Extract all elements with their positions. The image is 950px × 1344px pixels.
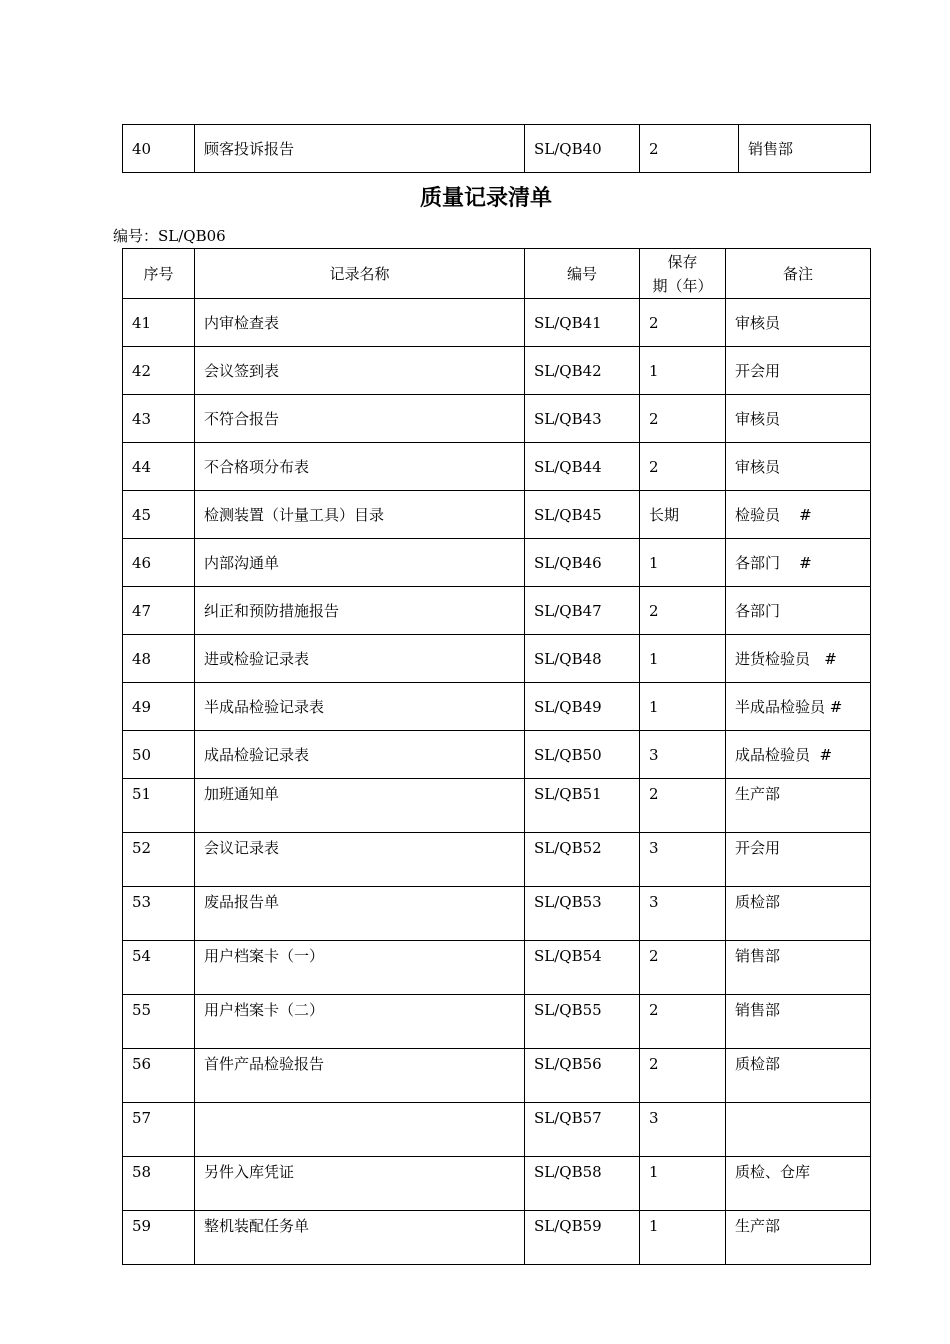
table-row — [123, 1103, 871, 1157]
remark: 质检、仓库 — [726, 1157, 871, 1211]
record-name: 用户档案卡（一） — [195, 941, 525, 995]
previous-page-table — [122, 124, 871, 173]
record-name: 整机装配任务单 — [195, 1211, 525, 1265]
row-number: 42 — [123, 347, 195, 395]
row-number: 56 — [123, 1049, 195, 1103]
document-code-label: 编号： — [113, 227, 159, 245]
record-name: 不符合报告 — [195, 395, 525, 443]
remark: 各部门 — [726, 587, 871, 635]
record-name: 内部沟通单 — [195, 539, 525, 587]
retention-period: 2 — [640, 395, 726, 443]
row-number: 44 — [123, 443, 195, 491]
record-name: 顾客投诉报告 — [195, 125, 525, 173]
row-number: 40 — [123, 125, 195, 173]
record-code: SL/QB56 — [525, 1049, 640, 1103]
remark — [726, 1103, 871, 1157]
retention-period: 2 — [640, 299, 726, 347]
remark: 成品检验员 # — [726, 731, 871, 779]
record-name: 纠正和预防措施报告 — [195, 587, 525, 635]
record-code: SL/QB43 — [525, 395, 640, 443]
record-name — [195, 1103, 525, 1157]
row-number: 59 — [123, 1211, 195, 1265]
header-retention-line1: 保存 — [667, 252, 698, 271]
remark: 质检部 — [726, 887, 871, 941]
row-number: 43 — [123, 395, 195, 443]
table-row — [123, 443, 871, 491]
retention-period: 长期 — [640, 491, 726, 539]
row-number: 50 — [123, 731, 195, 779]
document-code — [113, 227, 226, 245]
row-number: 55 — [123, 995, 195, 1049]
row-number: 52 — [123, 833, 195, 887]
row-number: 48 — [123, 635, 195, 683]
record-code: SL/QB50 — [525, 731, 640, 779]
retention-period: 2 — [640, 1049, 726, 1103]
table-row — [123, 1211, 871, 1265]
row-number: 49 — [123, 683, 195, 731]
row-number: 46 — [123, 539, 195, 587]
remark: 开会用 — [726, 347, 871, 395]
header-retention-line2: 期（年） — [652, 276, 713, 295]
table-row — [123, 1157, 871, 1211]
header-retention-period — [640, 249, 726, 299]
retention-period: 3 — [640, 833, 726, 887]
table-row — [123, 779, 871, 833]
remark: 销售部 — [739, 125, 871, 173]
retention-period: 2 — [640, 125, 739, 173]
record-name: 不合格项分布表 — [195, 443, 525, 491]
record-code: SL/QB41 — [525, 299, 640, 347]
remark: 开会用 — [726, 833, 871, 887]
record-code: SL/QB45 — [525, 491, 640, 539]
header-record-name: 记录名称 — [195, 249, 525, 299]
record-name: 废品报告单 — [195, 887, 525, 941]
table-row — [123, 731, 871, 779]
table-header-row — [123, 249, 871, 299]
retention-period: 1 — [640, 539, 726, 587]
table-row — [123, 995, 871, 1049]
record-name: 用户档案卡（二） — [195, 995, 525, 1049]
remark: 进货检验员 # — [726, 635, 871, 683]
retention-period: 2 — [640, 941, 726, 995]
record-code: SL/QB44 — [525, 443, 640, 491]
table-row — [123, 833, 871, 887]
record-code: SL/QB52 — [525, 833, 640, 887]
remark: 销售部 — [726, 995, 871, 1049]
record-code: SL/QB51 — [525, 779, 640, 833]
record-name: 内审检查表 — [195, 299, 525, 347]
remark: 生产部 — [726, 779, 871, 833]
table-row — [123, 299, 871, 347]
retention-period: 1 — [640, 1157, 726, 1211]
remark: 各部门 # — [726, 539, 871, 587]
record-code: SL/QB47 — [525, 587, 640, 635]
record-name: 首件产品检验报告 — [195, 1049, 525, 1103]
record-name: 半成品检验记录表 — [195, 683, 525, 731]
row-number: 57 — [123, 1103, 195, 1157]
remark: 审核员 — [726, 443, 871, 491]
record-code: SL/QB55 — [525, 995, 640, 1049]
record-name: 会议记录表 — [195, 833, 525, 887]
record-name: 加班通知单 — [195, 779, 525, 833]
record-name: 会议签到表 — [195, 347, 525, 395]
retention-period: 1 — [640, 347, 726, 395]
remark: 质检部 — [726, 1049, 871, 1103]
record-code: SL/QB48 — [525, 635, 640, 683]
retention-period: 2 — [640, 995, 726, 1049]
table-row — [123, 539, 871, 587]
row-number: 51 — [123, 779, 195, 833]
table-row — [123, 491, 871, 539]
record-code: SL/QB46 — [525, 539, 640, 587]
table-row — [123, 125, 871, 173]
retention-period: 2 — [640, 779, 726, 833]
remark: 检验员 # — [726, 491, 871, 539]
row-number: 53 — [123, 887, 195, 941]
record-name: 成品检验记录表 — [195, 731, 525, 779]
row-number: 45 — [123, 491, 195, 539]
row-number: 41 — [123, 299, 195, 347]
record-code: SL/QB58 — [525, 1157, 640, 1211]
retention-period: 3 — [640, 1103, 726, 1157]
record-code: SL/QB53 — [525, 887, 640, 941]
retention-period: 3 — [640, 887, 726, 941]
header-number: 序号 — [123, 249, 195, 299]
retention-period: 2 — [640, 587, 726, 635]
record-code: SL/QB40 — [525, 125, 640, 173]
table-row — [123, 347, 871, 395]
page-title: 质量记录清单 — [419, 186, 552, 211]
retention-period: 1 — [640, 635, 726, 683]
table-row — [123, 1049, 871, 1103]
record-name: 进或检验记录表 — [195, 635, 525, 683]
table-row — [123, 587, 871, 635]
header-remark: 备注 — [726, 249, 871, 299]
retention-period: 1 — [640, 683, 726, 731]
remark: 生产部 — [726, 1211, 871, 1265]
record-code: SL/QB54 — [525, 941, 640, 995]
row-number: 47 — [123, 587, 195, 635]
remark: 销售部 — [726, 941, 871, 995]
table-row — [123, 395, 871, 443]
remark: 审核员 — [726, 299, 871, 347]
row-number: 58 — [123, 1157, 195, 1211]
record-code: SL/QB42 — [525, 347, 640, 395]
retention-period: 3 — [640, 731, 726, 779]
record-name: 检测装置（计量工具）目录 — [195, 491, 525, 539]
table-row — [123, 887, 871, 941]
record-code: SL/QB59 — [525, 1211, 640, 1265]
remark: 审核员 — [726, 395, 871, 443]
retention-period: 1 — [640, 1211, 726, 1265]
quality-record-table — [122, 248, 871, 1265]
record-code: SL/QB57 — [525, 1103, 640, 1157]
record-code: SL/QB49 — [525, 683, 640, 731]
row-number: 54 — [123, 941, 195, 995]
retention-period: 2 — [640, 443, 726, 491]
remark: 半成品检验员 # — [726, 683, 871, 731]
table-row — [123, 683, 871, 731]
table-row — [123, 635, 871, 683]
table-row — [123, 941, 871, 995]
record-name: 另件入库凭证 — [195, 1157, 525, 1211]
header-code: 编号 — [525, 249, 640, 299]
document-code-value: SL/QB06 — [158, 227, 226, 245]
